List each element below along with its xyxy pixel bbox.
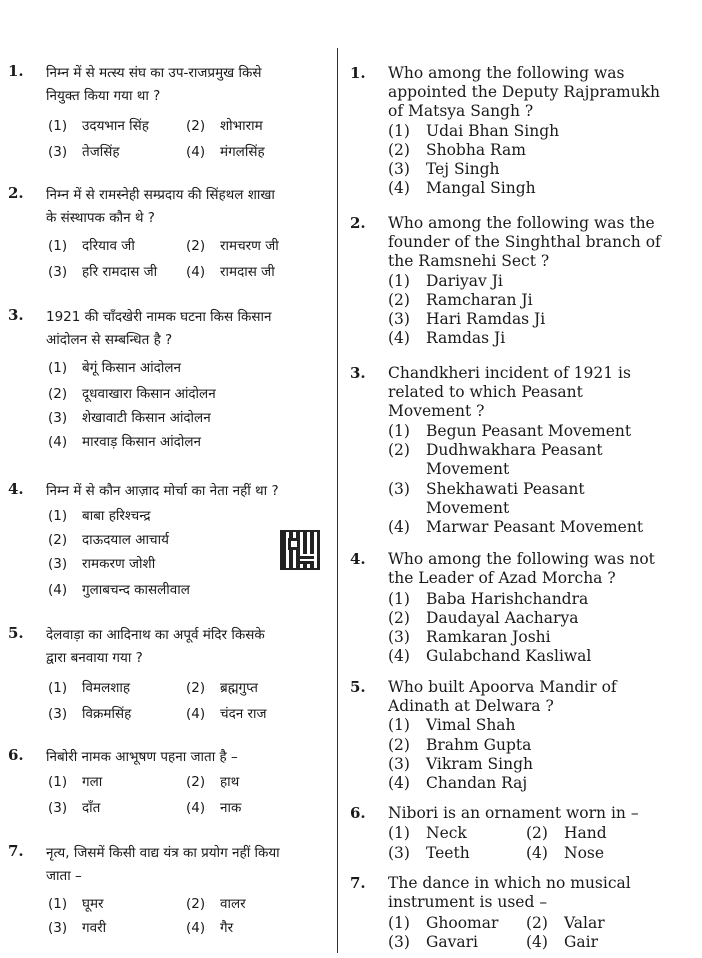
option-1: (1) बाबा हरिश्चन्द्र bbox=[48, 508, 151, 524]
option-4: (4) Marwar Peasant Movement bbox=[388, 518, 644, 536]
option-1: (1) Baba Harishchandra bbox=[388, 590, 589, 608]
question-text: देलवाड़ा का आदिनाथ का अपूर्व मंदिर किसके द्वारा बनवाया गया ? bbox=[46, 627, 265, 666]
question-text: Who built Apoorva Mandir of Adinath at Delwara ? bbox=[388, 678, 617, 715]
question-number: 4. bbox=[350, 550, 366, 568]
option-4: (4) Gair bbox=[526, 933, 598, 951]
option-3: (3) रामकरण जोशी bbox=[48, 556, 156, 572]
qr-code-icon bbox=[280, 530, 320, 570]
option-2-continued: Movement bbox=[426, 460, 510, 478]
option-1: (1) Udai Bhan Singh bbox=[388, 122, 560, 140]
option-4: (4) चंदन राज bbox=[186, 706, 267, 722]
question-text: Who among the following was not the Leader of Azad Morcha ? bbox=[388, 550, 655, 587]
option-2: (2) Ramcharan Ji bbox=[388, 291, 533, 309]
option-1: (1) दरियाव जी bbox=[48, 238, 135, 254]
question-number: 5. bbox=[350, 678, 366, 696]
column-divider bbox=[337, 48, 338, 953]
question-text: निम्न में से मत्स्य संघ का उप-राजप्रमुख किसे नियुक्त किया गया था ? bbox=[46, 65, 262, 104]
question-number: 7. bbox=[350, 874, 366, 892]
question-number: 2. bbox=[350, 214, 366, 232]
question-text: Nibori is an ornament worn in – bbox=[388, 804, 639, 822]
option-3: (3) हरि रामदास जी bbox=[48, 264, 158, 280]
option-4: (4) मंगलसिंह bbox=[186, 144, 265, 160]
question-number: 4. bbox=[8, 480, 24, 498]
option-1: (1) Dariyav Ji bbox=[388, 272, 503, 290]
option-1: (1) Begun Peasant Movement bbox=[388, 422, 632, 440]
option-2: (2) Hand bbox=[526, 824, 607, 842]
option-1: (1) गला bbox=[48, 774, 103, 790]
question-number: 3. bbox=[8, 306, 24, 324]
option-2: (2) दूधवाखारा किसान आंदोलन bbox=[48, 386, 216, 402]
option-3: (3) तेजसिंह bbox=[48, 144, 120, 160]
question-number: 3. bbox=[350, 364, 366, 382]
option-3: (3) Hari Ramdas Ji bbox=[388, 310, 546, 328]
option-4: (4) Nose bbox=[526, 844, 605, 862]
option-3: (3) Ramkaran Joshi bbox=[388, 628, 551, 646]
option-4: (4) गुलाबचन्द कासलीवाल bbox=[48, 582, 190, 598]
option-3: (3) Shekhawati Peasant bbox=[388, 480, 585, 498]
option-4: (4) रामदास जी bbox=[186, 264, 275, 280]
option-1: (1) घूमर bbox=[48, 896, 104, 912]
option-3: (3) गवरी bbox=[48, 920, 107, 936]
option-1: (1) Ghoomar bbox=[388, 914, 499, 932]
option-4: (4) मारवाड़ किसान आंदोलन bbox=[48, 434, 201, 450]
option-3: (3) दाँत bbox=[48, 800, 101, 816]
option-4: (4) गैर bbox=[186, 920, 234, 936]
option-3: (3) Tej Singh bbox=[388, 160, 500, 178]
option-1: (1) विमलशाह bbox=[48, 680, 131, 696]
option-1: (1) बेगूं किसान आंदोलन bbox=[48, 360, 181, 376]
option-4: (4) Chandan Raj bbox=[388, 774, 528, 792]
option-3: (3) शेखावाटी किसान आंदोलन bbox=[48, 410, 211, 426]
question-number: 1. bbox=[350, 64, 366, 82]
option-2: (2) हाथ bbox=[186, 774, 240, 790]
question-number: 2. bbox=[8, 184, 24, 202]
option-3: (3) Gavari bbox=[388, 933, 478, 951]
option-2: (2) Brahm Gupta bbox=[388, 736, 532, 754]
option-3: (3) Vikram Singh bbox=[388, 755, 534, 773]
option-1: (1) Neck bbox=[388, 824, 467, 842]
option-3: (3) Teeth bbox=[388, 844, 470, 862]
question-text: Who among the following was appointed the Deputy Rajpramukh of Matsya Sangh ? bbox=[388, 64, 661, 120]
question-text: Who among the following was the founder of the Singhthal branch of the Ramsnehi Sect ? bbox=[388, 214, 661, 270]
question-number: 7. bbox=[8, 842, 24, 860]
option-1: (1) Vimal Shah bbox=[388, 716, 516, 734]
option-3: (3) विक्रमसिंह bbox=[48, 706, 132, 722]
option-2: (2) रामचरण जी bbox=[186, 238, 279, 254]
option-2: (2) Daudayal Aacharya bbox=[388, 609, 579, 627]
question-text: निम्न में से कौन आज़ाद मोर्चा का नेता नहीं था ? bbox=[46, 483, 279, 499]
question-text: नृत्य, जिसमें किसी वाद्य यंत्र का प्रयोग नहीं किया जाता – bbox=[46, 845, 280, 884]
option-2: (2) वालर bbox=[186, 896, 246, 912]
question-number: 5. bbox=[8, 624, 24, 642]
option-3-continued: Movement bbox=[426, 499, 510, 517]
question-number: 6. bbox=[350, 804, 366, 822]
option-4: (4) Gulabchand Kasliwal bbox=[388, 647, 592, 665]
question-text: The dance in which no musical instrument is used – bbox=[388, 874, 631, 911]
option-2: (2) ब्रह्मगुप्त bbox=[186, 680, 258, 696]
option-4: (4) नाक bbox=[186, 800, 242, 816]
option-2: (2) शोभाराम bbox=[186, 118, 263, 134]
option-2: (2) Shobha Ram bbox=[388, 141, 526, 159]
question-number: 6. bbox=[8, 746, 24, 764]
question-text: Chandkheri incident of 1921 is related to which Peasant Movement ? bbox=[388, 364, 631, 420]
option-2: (2) Dudhwakhara Peasant bbox=[388, 441, 603, 459]
option-4: (4) Mangal Singh bbox=[388, 179, 536, 197]
question-text: निबोरी नामक आभूषण पहना जाता है – bbox=[46, 749, 238, 765]
option-2: (2) Valar bbox=[526, 914, 605, 932]
question-text: निम्न में से रामस्नेही सम्प्रदाय की सिंहथल शाखा के संस्थापक कौन थे ? bbox=[46, 187, 275, 226]
option-1: (1) उदयभान सिंह bbox=[48, 118, 149, 134]
option-4: (4) Ramdas Ji bbox=[388, 329, 506, 347]
question-number: 1. bbox=[8, 62, 24, 80]
option-2: (2) दाऊदयाल आचार्य bbox=[48, 532, 169, 548]
question-text: 1921 की चाँदखेरी नामक घटना किस किसान आंदोलन से सम्बन्धित है ? bbox=[46, 309, 272, 348]
